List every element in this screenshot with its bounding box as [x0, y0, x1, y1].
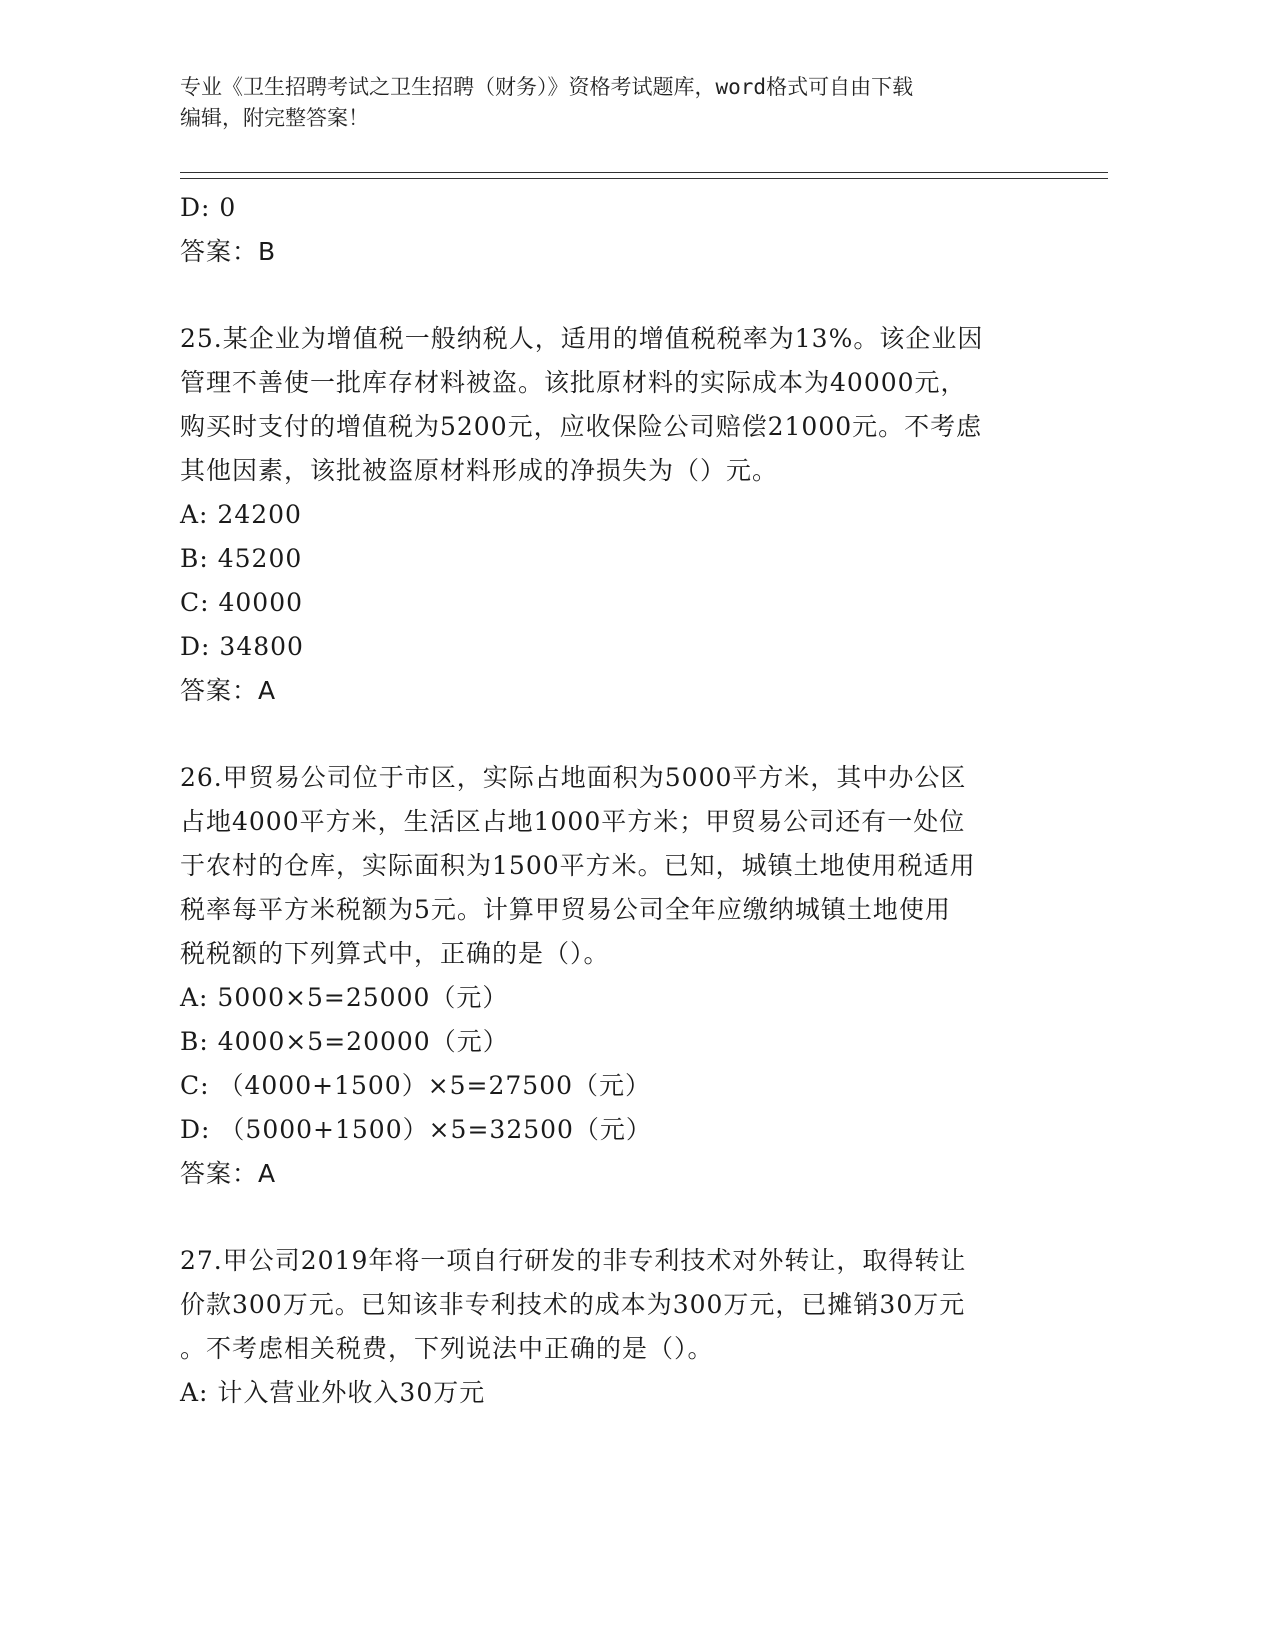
question-text-line: 25.某企业为增值税一般纳税人，适用的增值税税率为13%。该企业因: [180, 324, 984, 353]
option-d: D: 34800: [180, 632, 304, 661]
option-c: C: （4000+1500）×5=27500（元）: [180, 1071, 652, 1100]
option-a: A: 24200: [180, 500, 302, 529]
question-25: [180, 317, 1040, 713]
question-text-line: 占地4000平方米，生活区占地1000平方米；甲贸易公司还有一处位: [180, 807, 966, 836]
question-25-text: [180, 317, 1040, 493]
question-content: [180, 186, 1040, 1415]
question-text-line: 管理不善使一批库存材料被盗。该批原材料的实际成本为40000元，: [180, 368, 967, 397]
question-text-line: 税率每平方米税额为5元。计算甲贸易公司全年应缴纳城镇土地使用: [180, 895, 951, 924]
question-text-line: 26.甲贸易公司位于市区，实际占地面积为5000平方米，其中办公区: [180, 763, 967, 792]
question-text-line: 价款300万元。已知该非专利技术的成本为300万元，已摊销30万元: [180, 1290, 966, 1319]
prev-option-d: D: 0: [180, 193, 237, 222]
option-a: A: 计入营业外收入30万元: [180, 1378, 486, 1407]
question-text-line: 购买时支付的增值税为5200元，应收保险公司赔偿21000元。不考虑: [180, 412, 983, 441]
header-divider-top: [180, 172, 1108, 173]
question-26: [180, 756, 1040, 1196]
header-divider-bottom: [180, 178, 1108, 179]
header-line-2: 编辑，附完整答案！: [180, 106, 369, 130]
option-b: B: 4000×5=20000（元）: [180, 1027, 509, 1056]
header-line-1: 专业《卫生招聘考试之卫生招聘（财务）》资格考试题库，word格式可自由下载: [180, 75, 914, 99]
question-26-text: [180, 756, 1040, 976]
question-text-line: 其他因素，该批被盗原材料形成的净损失为（）元。: [180, 456, 779, 485]
option-b: B: 45200: [180, 544, 303, 573]
option-a: A: 5000×5=25000（元）: [180, 983, 509, 1012]
prev-answer: 答案：B: [180, 237, 277, 266]
question-text-line: 。不考虑相关税费，下列说法中正确的是（）。: [180, 1334, 714, 1363]
answer: 答案：A: [180, 1159, 277, 1188]
question-27: [180, 1239, 1040, 1415]
option-c: C: 40000: [180, 588, 304, 617]
page-header: [180, 72, 1060, 134]
question-27-text: [180, 1239, 1040, 1371]
option-d: D: （5000+1500）×5=32500（元）: [180, 1115, 652, 1144]
question-text-line: 税税额的下列算式中，正确的是（）。: [180, 939, 610, 968]
question-text-line: 于农村的仓库，实际面积为1500平方米。已知，城镇土地使用税适用: [180, 851, 976, 880]
answer: 答案：A: [180, 676, 277, 705]
question-text-line: 27.甲公司2019年将一项自行研发的非专利技术对外转让，取得转让: [180, 1246, 967, 1275]
